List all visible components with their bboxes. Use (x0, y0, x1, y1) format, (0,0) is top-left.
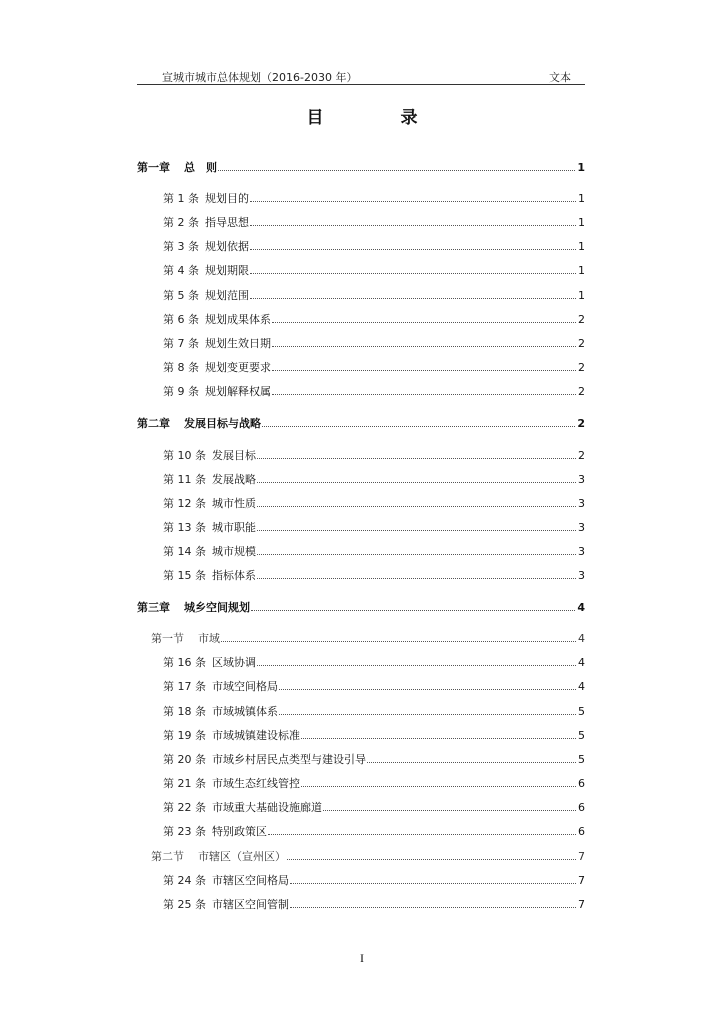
toc-entry-title: 城市性质 (212, 497, 256, 510)
toc-article-entry[interactable] (163, 801, 585, 815)
toc-entry-title: 发展目标 (212, 449, 256, 462)
toc-article-entry[interactable] (163, 289, 585, 303)
toc-entry-page: 4 (578, 632, 585, 645)
toc-entry-page: 7 (578, 874, 585, 887)
toc-entry-page: 2 (578, 337, 585, 350)
toc-entry-number: 第 20 条 (163, 753, 206, 766)
dot-leader (301, 729, 576, 739)
dot-leader (272, 313, 576, 323)
toc-article-entry[interactable] (163, 264, 585, 278)
toc-heading: 目 录 (306, 108, 448, 128)
toc-chapter-entry[interactable] (137, 161, 585, 175)
toc-entry-page: 3 (578, 569, 585, 582)
toc-entry-page: 2 (578, 361, 585, 374)
toc-chapter-entry[interactable] (137, 601, 585, 615)
toc-entry-number: 第 11 条 (163, 473, 206, 486)
toc-entry-page: 1 (578, 192, 585, 205)
toc-entry-number: 第一章 (137, 161, 170, 174)
toc-entry-number: 第 2 条 (163, 216, 199, 229)
dot-leader (257, 473, 576, 483)
dot-leader (250, 264, 576, 274)
toc-section-entry[interactable] (151, 632, 585, 646)
toc-entry-title: 规划生效日期 (205, 337, 271, 350)
toc-entry-number: 第 7 条 (163, 337, 199, 350)
dot-leader (257, 521, 576, 531)
toc-article-entry[interactable] (163, 898, 585, 912)
toc-article-entry[interactable] (163, 753, 585, 767)
toc-entry-page: 1 (578, 289, 585, 302)
toc-entry-page: 3 (578, 521, 585, 534)
toc-entry-page: 5 (578, 729, 585, 742)
toc-article-entry[interactable] (163, 874, 585, 888)
toc-entry-title: 市域乡村居民点类型与建设引导 (212, 753, 366, 766)
dot-leader (251, 601, 575, 611)
toc-entry-title: 城市职能 (212, 521, 256, 534)
toc-article-entry[interactable] (163, 569, 585, 583)
toc-entry-number: 第二节 (151, 850, 184, 863)
toc-entry-page: 6 (578, 801, 585, 814)
toc-entry-page: 1 (578, 240, 585, 253)
toc-entry-page: 7 (578, 850, 585, 863)
toc-entry-page: 3 (578, 473, 585, 486)
toc-article-entry[interactable] (163, 337, 585, 351)
toc-entry-page: 4 (578, 656, 585, 669)
toc-entry-number: 第 24 条 (163, 874, 206, 887)
dot-leader (301, 777, 576, 787)
dot-leader (257, 569, 576, 579)
toc-entry-title: 市辖区（宣州区） (198, 850, 286, 863)
toc-article-entry[interactable] (163, 545, 585, 559)
toc-entry-page: 4 (577, 601, 585, 614)
toc-entry-title: 市域城镇体系 (212, 705, 278, 718)
page-number: I (360, 951, 364, 965)
dot-leader (221, 632, 576, 642)
toc-entry-title: 指导思想 (205, 216, 249, 229)
toc-article-entry[interactable] (163, 680, 585, 694)
toc-entry-number: 第 14 条 (163, 545, 206, 558)
toc-article-entry[interactable] (163, 240, 585, 254)
dot-leader (250, 216, 576, 226)
toc-entry-page: 3 (578, 497, 585, 510)
toc-entry-number: 第 17 条 (163, 680, 206, 693)
toc-entry-title: 市域生态红线管控 (212, 777, 300, 790)
toc-entry-title: 规划依据 (205, 240, 249, 253)
dot-leader (262, 417, 575, 427)
toc-entry-number: 第 15 条 (163, 569, 206, 582)
header-section-label: 文本 (549, 71, 571, 84)
toc-entry-page: 3 (578, 545, 585, 558)
toc-article-entry[interactable] (163, 729, 585, 743)
toc-article-entry[interactable] (163, 449, 585, 463)
toc-entry-number: 第 21 条 (163, 777, 206, 790)
dot-leader (272, 337, 576, 347)
toc-entry-number: 第 12 条 (163, 497, 206, 510)
dot-leader (367, 753, 576, 763)
toc-entry-title: 市辖区空间管制 (212, 898, 289, 911)
toc-entry-number: 第 22 条 (163, 801, 206, 814)
toc-entry-number: 第 23 条 (163, 825, 206, 838)
toc-entry-title: 市域 (198, 632, 220, 645)
toc-entry-title: 市域城镇建设标准 (212, 729, 300, 742)
dot-leader (323, 801, 576, 811)
dot-leader (257, 449, 576, 459)
dot-leader (279, 680, 576, 690)
toc-article-entry[interactable] (163, 521, 585, 535)
dot-leader (268, 825, 576, 835)
dot-leader (257, 497, 576, 507)
toc-entry-number: 第 13 条 (163, 521, 206, 534)
dot-leader (287, 850, 576, 860)
toc-entry-title: 规划范围 (205, 289, 249, 302)
dot-leader (218, 161, 575, 171)
header-document-title: 宣城市城市总体规划（2016-2030 年） (162, 71, 358, 84)
dot-leader (257, 656, 576, 666)
toc-entry-page: 1 (578, 264, 585, 277)
toc-entry-page: 1 (578, 216, 585, 229)
toc-entry-number: 第 4 条 (163, 264, 199, 277)
toc-entry-number: 第 1 条 (163, 192, 199, 205)
toc-entry-title: 城乡空间规划 (184, 601, 250, 614)
toc-article-entry[interactable] (163, 361, 585, 375)
toc-entry-number: 第三章 (137, 601, 170, 614)
toc-article-entry[interactable] (163, 313, 585, 327)
toc-entry-page: 2 (578, 385, 585, 398)
toc-entry-title: 城市规模 (212, 545, 256, 558)
toc-entry-title: 发展目标与战略 (184, 417, 261, 430)
toc-entry-title: 规划期限 (205, 264, 249, 277)
toc-entry-page: 5 (578, 705, 585, 718)
toc-entry-page: 2 (577, 417, 585, 430)
toc-entry-page: 1 (577, 161, 585, 174)
toc-article-entry[interactable] (163, 497, 585, 511)
toc-entry-title: 指标体系 (212, 569, 256, 582)
toc-entry-title: 规划成果体系 (205, 313, 271, 326)
toc-article-entry[interactable] (163, 385, 585, 399)
toc-section-entry[interactable] (151, 850, 585, 864)
dot-leader (257, 545, 576, 555)
toc-entry-title: 市域重大基础设施廊道 (212, 801, 322, 814)
toc-entry-page: 2 (578, 449, 585, 462)
toc-entry-title: 特别政策区 (212, 825, 267, 838)
toc-entry-number: 第 3 条 (163, 240, 199, 253)
toc-entry-number: 第 9 条 (163, 385, 199, 398)
toc-entry-page: 6 (578, 777, 585, 790)
toc-entry-number: 第 5 条 (163, 289, 199, 302)
toc-entry-page: 6 (578, 825, 585, 838)
toc-entry-title: 规划解释权属 (205, 385, 271, 398)
toc-article-entry[interactable] (163, 705, 585, 719)
toc-entry-page: 4 (578, 680, 585, 693)
dot-leader (250, 192, 576, 202)
dot-leader (279, 705, 576, 715)
toc-entry-title: 发展战略 (212, 473, 256, 486)
dot-leader (290, 898, 576, 908)
toc-entry-title: 区域协调 (212, 656, 256, 669)
toc-entry-title: 规划变更要求 (205, 361, 271, 374)
toc-article-entry[interactable] (163, 656, 585, 670)
toc-entry-title: 规划目的 (205, 192, 249, 205)
dot-leader (272, 361, 576, 371)
dot-leader (272, 385, 576, 395)
toc-article-entry[interactable] (163, 473, 585, 487)
toc-article-entry[interactable] (163, 192, 585, 206)
toc-article-entry[interactable] (163, 777, 585, 791)
dot-leader (250, 240, 576, 250)
toc-entry-title: 总 则 (184, 161, 217, 174)
toc-entry-number: 第 18 条 (163, 705, 206, 718)
toc-entry-number: 第 25 条 (163, 898, 206, 911)
dot-leader (250, 289, 576, 299)
dot-leader (290, 874, 576, 884)
toc-entry-title: 市域空间格局 (212, 680, 278, 693)
toc-entry-page: 7 (578, 898, 585, 911)
toc-entry-number: 第 10 条 (163, 449, 206, 462)
toc-article-entry[interactable] (163, 216, 585, 230)
toc-entry-number: 第 19 条 (163, 729, 206, 742)
toc-entry-number: 第 8 条 (163, 361, 199, 374)
toc-entry-number: 第二章 (137, 417, 170, 430)
toc-entry-number: 第 16 条 (163, 656, 206, 669)
toc-article-entry[interactable] (163, 825, 585, 839)
toc-entry-number: 第一节 (151, 632, 184, 645)
toc-entry-title: 市辖区空间格局 (212, 874, 289, 887)
toc-chapter-entry[interactable] (137, 417, 585, 431)
toc-entry-page: 5 (578, 753, 585, 766)
toc-entry-page: 2 (578, 313, 585, 326)
toc-entry-number: 第 6 条 (163, 313, 199, 326)
